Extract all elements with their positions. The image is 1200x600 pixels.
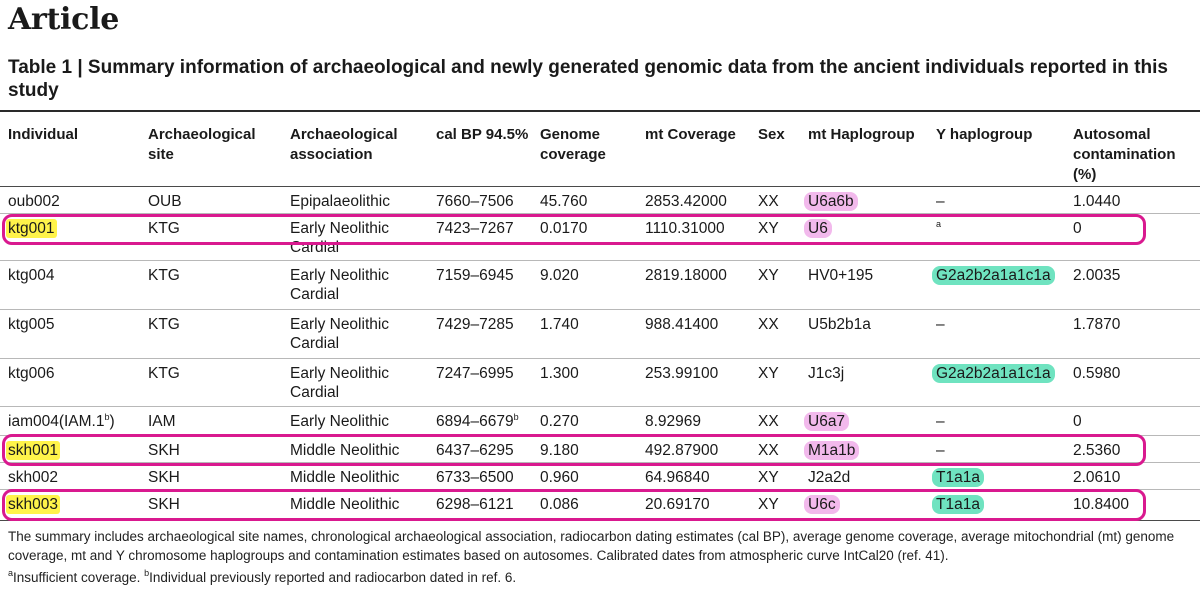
cell-mt-coverage: 2819.18000 [645,267,727,284]
cell-genome-coverage: 9.180 [540,442,579,459]
cell-site: KTG [148,316,180,333]
cell-association: Middle Neolithic [290,442,400,459]
cell-association: Early Neolithic Cardial [290,316,390,352]
cell-mt-haplogroup: HV0+195 [808,267,874,284]
header-site: Archaeological site [148,126,256,163]
cell-contamination: 0 [1073,220,1082,237]
cell-sex: XX [758,413,779,430]
cell-contamination: 2.5360 [1073,442,1121,459]
header-sex: Sex [758,126,785,143]
cell-mt-coverage: 2853.42000 [645,193,727,210]
header-association: Archaeological association [290,126,398,163]
cell-individual: iam004(IAM.1$^b$) [8,412,115,430]
cell-sex: XY [758,220,779,237]
cell-sex: XY [758,267,779,284]
cell-mt-coverage: 8.92969 [645,413,702,430]
cell-site: OUB [148,193,182,210]
cell-site: IAM [148,413,176,430]
cell-site: KTG [148,365,180,382]
header-individual: Individual [8,126,79,143]
cell-individual: skh001 [8,442,58,459]
cell-genome-coverage: 1.740 [540,316,579,333]
table-row [0,359,1200,407]
cell-y-haplogroup: – [936,316,945,333]
cell-association: Early Neolithic [290,413,390,430]
cell-individual: ktg005 [8,316,55,333]
cell-cal-bp: 6733–6500 [436,469,514,486]
cell-site: SKH [148,496,180,513]
cell-mt-haplogroup: U6a6b [808,192,858,211]
header-contamination: Autosomal contamination (%) [1073,126,1176,183]
header-mt-haplogroup: mt Haplogroup [808,126,915,143]
cell-y-haplogroup: a [936,219,942,229]
cell-mt-haplogroup: U6 [808,219,832,238]
table-row [0,187,1200,214]
cell-y-haplogroup: T1a1a [936,468,984,487]
table-footnote-ab [8,568,516,587]
cell-y-haplogroup: – [936,442,945,459]
cell-y-haplogroup: T1a1a [936,495,984,514]
header-genome-coverage: Genome coverage [540,126,606,163]
cell-mt-coverage: 988.41400 [645,316,719,333]
cell-cal-bp: 7660–7506 [436,193,514,210]
table-row [0,261,1200,310]
cell-mt-coverage: 253.99100 [645,365,719,382]
footnote-b-marker: b [144,568,150,578]
cell-cal-bp: 6894–6679$^b$ [436,412,519,430]
cell-association: Early Neolithic Cardial [290,365,390,401]
cell-contamination: 1.0440 [1073,193,1121,210]
table-row [0,463,1200,490]
cell-cal-bp-superscript: b [513,412,519,422]
cell-individual-superscript: b [104,412,110,422]
cell-association: Middle Neolithic [290,496,400,513]
cell-site: KTG [148,267,180,284]
table-bottom-rule [0,520,1200,521]
cell-contamination: 1.7870 [1073,316,1121,333]
cell-cal-bp: 6298–6121 [436,496,514,513]
cell-genome-coverage: 0.960 [540,469,579,486]
cell-genome-coverage: 0.270 [540,413,579,430]
header-cal-bp: cal BP 94.5% [436,126,529,143]
cell-contamination: 2.0610 [1073,469,1121,486]
cell-mt-haplogroup: J2a2d [808,469,851,486]
table-row [0,407,1200,436]
cell-site: SKH [148,469,180,486]
footnote-a: Insufficient coverage. [13,570,141,585]
cell-individual: ktg001 [8,220,55,237]
cell-cal-bp: 7429–7285 [436,316,514,333]
table-top-rule [0,110,1200,112]
cell-genome-coverage: 0.0170 [540,220,588,237]
cell-contamination: 0.5980 [1073,365,1121,382]
cell-cal-bp: 7423–7267 [436,220,514,237]
cell-cal-bp: 7159–6945 [436,267,514,284]
cell-sex: XX [758,442,779,459]
cell-y-haplogroup: – [936,193,945,210]
cell-mt-coverage: 492.87900 [645,442,719,459]
cell-association: Early Neolithic Cardial [290,220,390,256]
header-mt-coverage: mt Coverage [645,126,736,143]
footnote-a-marker: a [8,568,14,578]
cell-genome-coverage: 0.086 [540,496,579,513]
cell-genome-coverage: 45.760 [540,193,588,210]
cell-sex: XY [758,365,779,382]
cell-sex: XY [758,496,779,513]
table-row [0,310,1200,359]
cell-cal-bp: 7247–6995 [436,365,514,382]
cell-sex: XY [758,469,779,486]
cell-contamination: 2.0035 [1073,267,1121,284]
cell-mt-haplogroup: U5b2b1a [808,316,871,333]
cell-individual: skh002 [8,469,58,486]
cell-mt-haplogroup: U6c [808,495,840,514]
cell-association: Epipalaeolithic [290,193,390,210]
cell-individual: skh003 [8,496,58,513]
article-label: Article [8,2,119,37]
cell-mt-coverage: 20.69170 [645,496,710,513]
cell-y-haplogroup: G2a2b2a1a1c1a [936,364,1055,383]
cell-sex: XX [758,316,779,333]
cell-y-haplogroup: G2a2b2a1a1c1a [936,266,1055,285]
cell-contamination: 0 [1073,413,1082,430]
cell-site: KTG [148,220,180,237]
cell-individual: ktg006 [8,365,55,382]
cell-mt-coverage: 1110.31000 [645,220,725,237]
footnote-b: Individual previously reported and radiocarbon dated in ref. 6. [149,570,517,585]
cell-cal-bp: 6437–6295 [436,442,514,459]
cell-y-haplogroup: – [936,413,945,430]
cell-contamination: 10.8400 [1073,496,1130,513]
cell-mt-haplogroup: J1c3j [808,365,845,382]
cell-sex: XX [758,193,779,210]
header-y-haplogroup: Y haplogroup [936,126,1033,143]
cell-mt-haplogroup: U6a7 [808,412,849,431]
cell-site: SKH [148,442,180,459]
cell-association: Early Neolithic Cardial [290,267,390,303]
cell-individual: oub002 [8,193,60,210]
table-row [0,490,1200,519]
table-row [0,214,1200,261]
table-caption: Table 1 | Summary information of archaeological and newly generated genomic data from the ancient individuals reported in this study [8,57,1168,101]
cell-genome-coverage: 1.300 [540,365,579,382]
cell-individual: ktg004 [8,267,55,284]
cell-mt-haplogroup: M1a1b [808,441,859,460]
table-row [0,436,1200,463]
cell-mt-coverage: 64.96840 [645,469,710,486]
cell-genome-coverage: 9.020 [540,267,579,284]
table-footnote: The summary includes archaeological site names, chronological archaeological association, radiocarbon dating estimates (cal BP), average genome coverage, average mitochondrial (mt) genome coverage, mt and Y chromosome haplogroups and contamination estimates based on autosomes. Calibrated dates from atmospheric curve IntCal20 (ref. 41). [8,529,1175,563]
cell-association: Middle Neolithic [290,469,400,486]
